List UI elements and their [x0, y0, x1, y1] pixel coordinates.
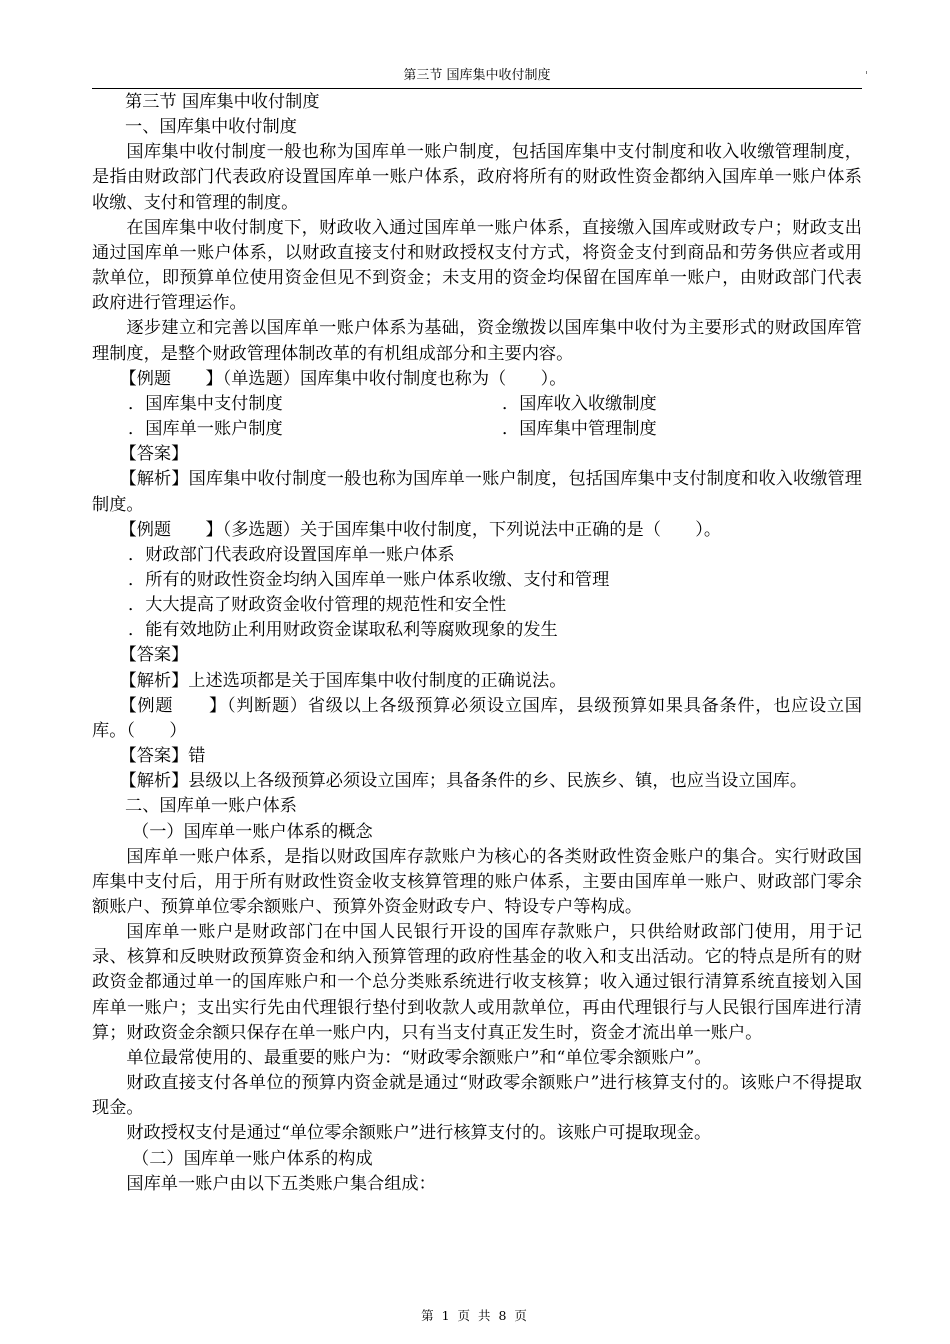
document-body: [92, 90, 862, 1197]
explanation: 【解析】上述选项都是关于国库集中收付制度的正确说法。: [119, 670, 567, 691]
option-a: ．国库集中支付制度: [128, 393, 283, 414]
option-b: ．国库收入收缴制度: [502, 393, 657, 414]
section-title: 第三节 国库集中收付制度: [125, 92, 320, 112]
page-footer: 第 1 页 共 8 页: [421, 1308, 529, 1323]
subheading: （二）国库单一账户体系的构成: [132, 1148, 373, 1169]
paragraph: 财政直接支付各单位的预算内资金就是通过“财政零余额账户”进行核算支付的。该账户不得提取现金。: [92, 1073, 862, 1119]
explanation: 【解析】国库集中收付制度一般也称为国库单一账户制度，包括国库集中支付制度和收入收缴管理制度。: [92, 469, 862, 515]
option-d: ．能有效地防止利用财政资金谋取私利等腐败现象的发生: [128, 620, 558, 641]
option-b: ．所有的财政性资金均纳入国库单一账户体系收缴、支付和管理: [128, 569, 610, 590]
answer: 【答案】: [119, 645, 189, 666]
option-a: ．财政部门代表政府设置国库单一账户体系: [128, 544, 455, 565]
example-question: 【例题 】（多选题）关于国库集中收付制度，下列说法中正确的是（ ）。: [119, 519, 722, 540]
heading-2: 二、国库单一账户体系: [125, 796, 297, 817]
example-question: 【例题 】（判断题）省级以上各级预算必须设立国库，县级预算如果具备条件，也应设立国库。（ ）: [92, 695, 862, 741]
option-c: ．大大提高了财政资金收付管理的规范性和安全性: [128, 595, 507, 616]
example-question: 【例题 】（单选题）国库集中收付制度也称为（ ）。: [119, 368, 567, 389]
option-row: [92, 392, 862, 417]
paragraph: 国库单一账户是财政部门在中国人民银行开设的国库存款账户，只供给财政部门使用，用于记录、核算和反映财政预算资金和纳入预算管理的政府性基金的收入和支出活动。它的特点是所有的财政资金都通过单一的国库账户和一个总分类账系统进行收支核算；收入通过银行清算系统直接划入国库单一账户；支出实行先由代理银行垫付到收款人或用款单位，再由代理银行与人民银行国库进行清算；财政资金余额只保存在单一账户内，只有当支付真正发生时，资金才流出单一账户。: [92, 922, 862, 1043]
paragraph: 单位最常使用的、最重要的账户为：“财政零余额账户”和“单位零余额账户”。: [126, 1047, 712, 1068]
paragraph: 逐步建立和完善以国库单一账户体系为基础，资金缴拨以国库集中收付为主要形式的财政国库管理制度，是整个财政管理体制改革的有机组成部分和主要内容。: [92, 318, 862, 364]
option-c: ．国库单一账户制度: [128, 419, 283, 440]
page-header: [92, 64, 868, 89]
paragraph: 国库单一账户体系，是指以财政国库存款账户为核心的各类财政性资金账户的集合。实行财政国库集中支付后，用于所有财政性资金收支核算管理的账户体系，主要由国库单一账户、财政部门零余额账户、预算单位零余额账户、预算外资金财政专户、特设专户等构成。: [92, 846, 862, 917]
header-mark: ': [864, 69, 868, 82]
option-d: ．国库集中管理制度: [502, 419, 657, 440]
paragraph: 国库集中收付制度一般也称为国库单一账户制度，包括国库集中支付制度和收入收缴管理制度，是指由财政部门代表政府设置国库单一账户体系，政府将所有的财政性资金都纳入国库单一账户体系收缴、支付和管理的制度。: [92, 142, 862, 213]
option-row: [92, 417, 862, 442]
answer: 【答案】: [119, 444, 189, 465]
header-title: 第三节 国库集中收付制度: [403, 68, 551, 83]
subheading: （一）国库单一账户体系的概念: [132, 821, 373, 842]
answer: 【答案】错: [119, 746, 206, 767]
paragraph: 财政授权支付是通过“单位零余额账户”进行核算支付的。该账户可提取现金。: [126, 1123, 712, 1144]
paragraph: 国库单一账户由以下五类账户集合组成：: [126, 1173, 436, 1194]
explanation: 【解析】县级以上各级预算必须设立国库；具备条件的乡、民族乡、镇，也应当设立国库。: [119, 771, 808, 792]
heading-1: 一、国库集中收付制度: [125, 117, 297, 138]
paragraph: 在国库集中收付制度下，财政收入通过国库单一账户体系，直接缴入国库或财政专户；财政支出通过国库单一账户体系，以财政直接支付和财政授权支付方式，将资金支付到商品和劳务供应者或用款单位，即预算单位使用资金但见不到资金；未支用的资金均保留在国库单一账户，由财政部门代表政府进行管理运作。: [92, 217, 862, 314]
